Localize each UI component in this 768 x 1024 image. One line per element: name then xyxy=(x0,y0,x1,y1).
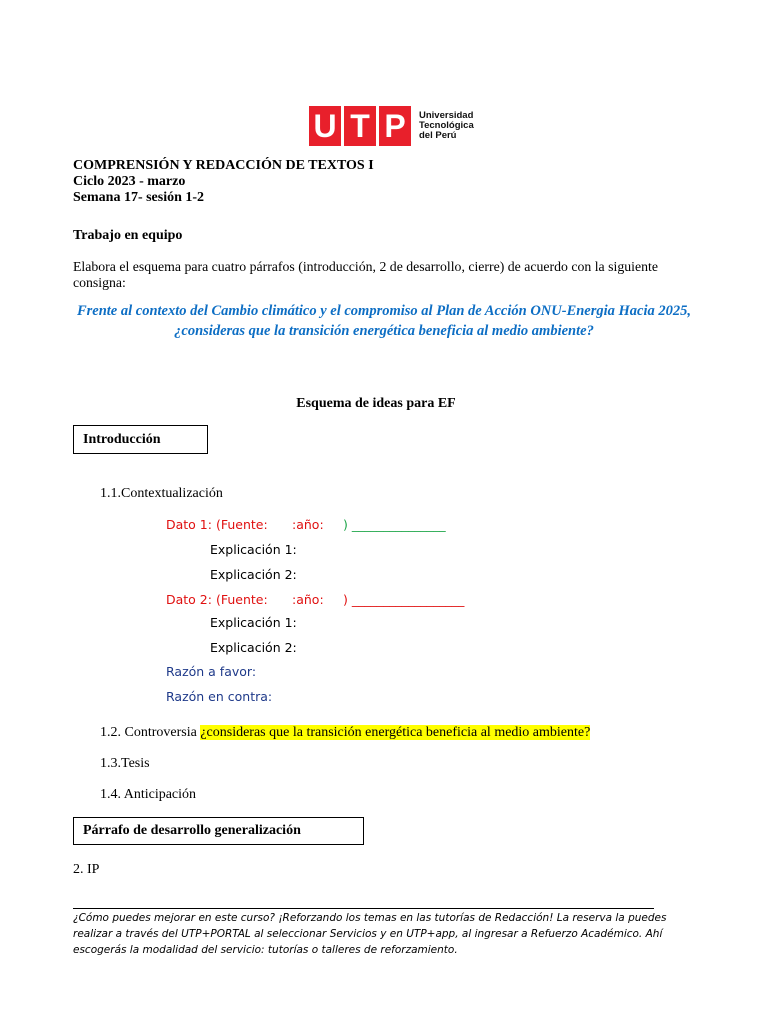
introduction-label: Introducción xyxy=(83,431,161,447)
instruction-line-1: Elabora el esquema para cuatro párrafos (introducción, 2 de desarrollo, cierre) de acuerdo con la siguiente xyxy=(73,259,658,274)
logo-letter-t: T xyxy=(344,106,376,146)
footnote-line-1: ¿Cómo puedes mejorar en este curso? ¡Reforzando los temas en las tutorías de Redacción! La reserva la puedes xyxy=(73,912,667,924)
instruction-line-2: consigna: xyxy=(73,275,126,290)
dato-2-underline: __________________ xyxy=(351,592,465,607)
cycle-line: Ciclo 2023 - marzo xyxy=(73,174,186,189)
dato-1-year: :año: xyxy=(292,517,324,532)
ip-item: 2. IP xyxy=(73,862,100,877)
prompt-question-line-2: ¿consideras que la transición energética beneficia al medio ambiente? xyxy=(174,323,594,339)
week-line: Semana 17- sesión 1-2 xyxy=(73,190,205,205)
dato-2-year: :año: xyxy=(292,592,324,607)
introduction-box xyxy=(73,425,208,454)
prompt-question-line-1: Frente al contexto del Cambio climático y el compromiso al Plan de Acción ONU-Energia Hacia 2025, xyxy=(76,303,692,319)
controversy-label: 1.2. Controversia xyxy=(100,725,197,740)
course-title: COMPRENSIÓN Y REDACCIÓN DE TEXTOS I xyxy=(73,158,374,173)
footnote-line-3: escogerás la modalidad del servicio: tutorías o talleres de reforzamiento. xyxy=(73,944,458,956)
development-box xyxy=(73,817,364,845)
footnote-line-2: realizar a través del UTP+PORTAL al seleccionar Servicios y en UTP+app, al ingresar a Refuerzo Académico. Ahí xyxy=(73,928,663,940)
dato-1-underline: _______________ xyxy=(351,517,446,532)
logo-letter-u: U xyxy=(309,106,341,146)
logo-line-2: Tecnológica xyxy=(419,120,474,131)
thesis-item: 1.3.Tesis xyxy=(100,756,150,771)
reason-for: Razón a favor: xyxy=(166,664,257,679)
logo-line-3: del Perú xyxy=(419,130,457,141)
development-label: Párrafo de desarrollo generalización xyxy=(83,823,301,838)
dato-2-explicacion-1: Explicación 1: xyxy=(210,615,297,630)
controversy-question: ¿consideras que la transición energética beneficia al medio ambiente? xyxy=(200,725,591,740)
reason-against: Razón en contra: xyxy=(166,689,273,704)
logo-university-name xyxy=(419,111,474,141)
logo-line-1: Universidad xyxy=(419,110,474,121)
dato-1-blank xyxy=(343,517,446,532)
dato-2-label: Dato 2: (Fuente: xyxy=(166,592,268,607)
team-work-heading: Trabajo en equipo xyxy=(73,228,183,243)
footnote-divider xyxy=(73,908,654,909)
dato-1-explicacion-2: Explicación 2: xyxy=(210,567,297,582)
dato-2-close: ) xyxy=(343,592,348,607)
dato-1-label: Dato 1: (Fuente: xyxy=(166,517,268,532)
contextualization-item: 1.1.Contextualización xyxy=(100,486,223,501)
dato-1-close: ) xyxy=(343,517,348,532)
utp-logo xyxy=(309,106,474,146)
controversy-item xyxy=(100,725,590,741)
scheme-title: Esquema de ideas para EF xyxy=(296,396,456,411)
logo-letter-p: P xyxy=(379,106,411,146)
anticipation-item: 1.4. Anticipación xyxy=(100,787,197,802)
dato-1-explicacion-1: Explicación 1: xyxy=(210,542,297,557)
dato-2-blank xyxy=(343,592,464,607)
dato-2-explicacion-2: Explicación 2: xyxy=(210,640,297,655)
